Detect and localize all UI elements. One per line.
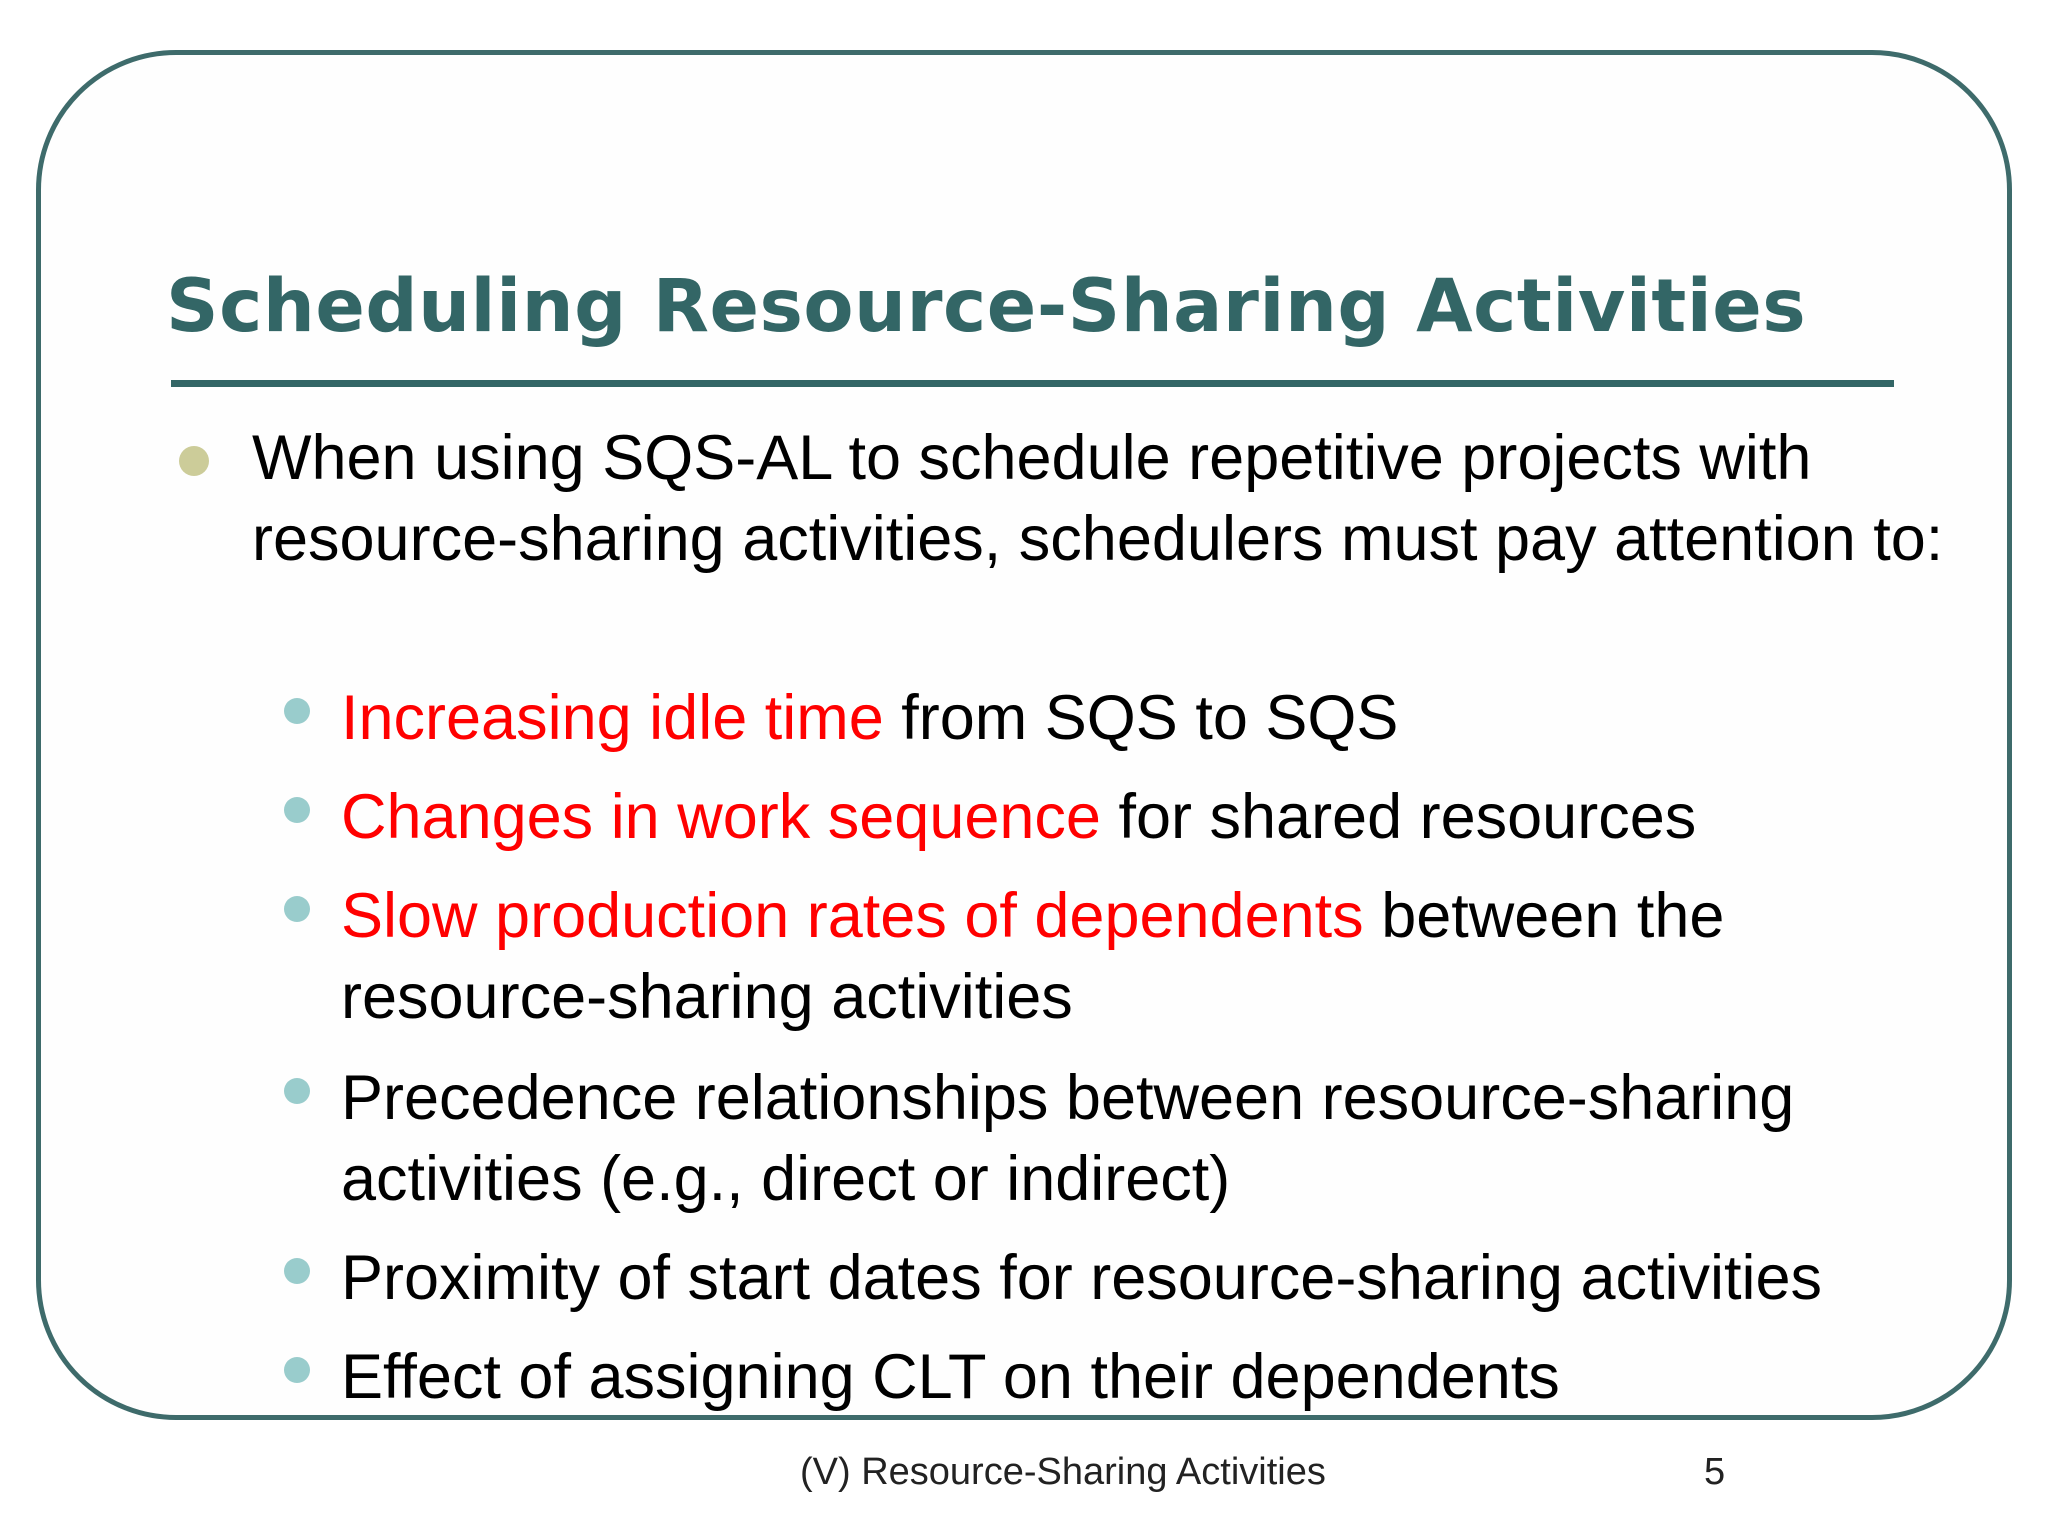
title-underline: [171, 380, 1894, 387]
sub-bullet-item: [341, 1337, 2001, 1418]
sub-bullet-item: [341, 777, 2001, 858]
sub-bullet-text: for shared resources: [1100, 782, 1697, 852]
sub-bullet-item: [341, 678, 2001, 759]
sub-bullet-text: Precedence relationships between resource-sharing activities (e.g., direct or indirect): [341, 1063, 1795, 1214]
main-bullet-text: When using SQS-AL to schedule repetitive projects with resource-sharing activities, schedulers must pay attention to:: [252, 423, 1944, 574]
page-number: 5: [1704, 1451, 1726, 1493]
main-bullet-icon: [179, 446, 209, 476]
sub-bullet-text: Effect of assigning CLT on their dependents: [341, 1342, 1560, 1412]
footer-section-label: (V) Resource-Sharing Activities: [800, 1451, 1326, 1493]
sub-bullet-icon: [284, 896, 310, 922]
sub-bullet-icon: [284, 1078, 310, 1104]
sub-bullet-item: [341, 1058, 2001, 1220]
sub-bullet-highlight: Slow production rates of dependents: [341, 881, 1364, 951]
sub-bullet-item: [341, 1238, 2001, 1319]
sub-bullet-text: from SQS to SQS: [883, 683, 1399, 753]
sub-bullet-icon: [284, 1357, 310, 1383]
sub-bullet-highlight: Increasing idle time: [341, 683, 884, 753]
sub-bullet-highlight: Changes in work sequence: [341, 782, 1101, 852]
sub-bullet-icon: [284, 1258, 310, 1284]
sub-bullet-text: between the resource-sharing activities: [341, 881, 1725, 1032]
sub-bullet-icon: [284, 698, 310, 724]
sub-bullet-text: Proximity of start dates for resource-sharing activities: [341, 1243, 1823, 1313]
sub-bullet-icon: [284, 797, 310, 823]
sub-bullet-item: [341, 876, 2001, 1038]
slide-title: Scheduling Resource-Sharing Activities: [166, 264, 1807, 349]
